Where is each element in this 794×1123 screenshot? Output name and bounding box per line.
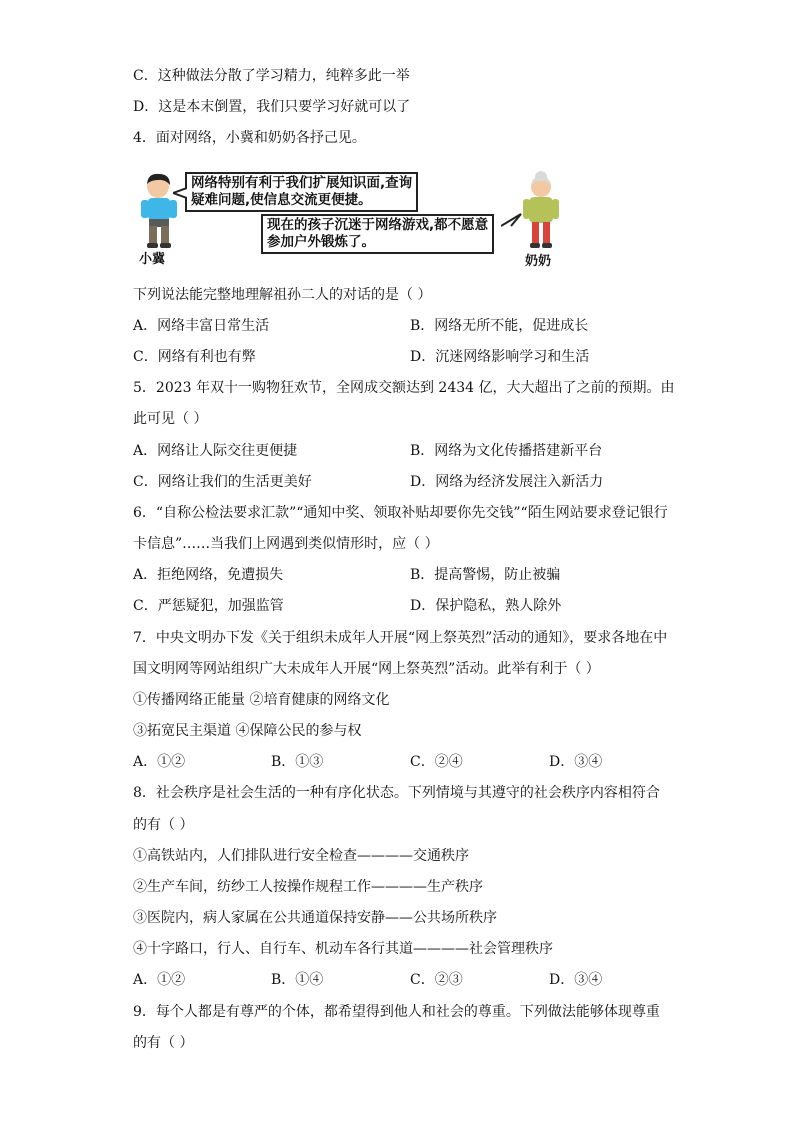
question-8-item-2: ②生产车间，纺纱工人按操作规程工作————生产秩序 [133, 879, 483, 895]
question-7-items-2: ③拓宽民主渠道 ④保障公民的参与权 [133, 723, 362, 739]
question-8-line-2: 的有（ ） [133, 817, 194, 833]
question-7-items-1: ①传播网络正能量 ②培育健康的网络文化 [133, 692, 390, 708]
option-4a: A．网络丰富日常生活 [133, 318, 270, 334]
question-8-item-1: ①高铁站内，人们排队进行安全检查————交通秩序 [133, 848, 469, 864]
cartoon-illustration [133, 168, 563, 270]
question-4-stem: 下列说法能完整地理解祖孙二人的对话的是（ ） [133, 287, 432, 303]
option-6a: A．拒绝网络，免遭损失 [133, 567, 284, 583]
question-6-line-2: 卡信息”……当我们上网遇到类似情形时，应（ ） [133, 536, 439, 552]
grandma-speech-bubble [261, 214, 494, 254]
question-8-item-3: ③医院内，病人家属在公共通道保持安静——公共场所秩序 [133, 910, 497, 926]
option-4c: C．网络有利也有弊 [133, 349, 256, 365]
grandma-speech-line-1: 现在的孩子沉迷于网络游戏,都不愿意 [267, 217, 489, 233]
boy-speech-line-2: 疑难问题,使信息交流更便捷。 [191, 192, 372, 208]
option-8b: B．①④ [271, 972, 324, 988]
option-3c: C．这种做法分散了学习精力，纯粹多此一举 [133, 68, 410, 84]
grandma-speech-line-2: 参加户外锻炼了。 [267, 234, 375, 250]
question-6-line-1: 6．“自称公检法要求汇款”“通知中奖、领取补贴却要你先交钱”“陌生网站要求登记银行 [133, 505, 668, 521]
question-8-item-4: ④十字路口，行人、自行车、机动车各行其道————社会管理秩序 [133, 941, 553, 957]
boy-bubble-tail [173, 186, 187, 200]
grandma-figure [519, 170, 563, 250]
grandma-name-label: 奶奶 [525, 254, 552, 269]
option-4b: B．网络无所不能，促进成长 [410, 318, 589, 334]
boy-figure [135, 172, 185, 250]
option-7b: B．①③ [271, 754, 324, 770]
option-8c: C．②③ [410, 972, 463, 988]
option-3d: D．这是本末倒置，我们只要学习好就可以了 [133, 99, 411, 115]
question-7-line-2: 国文明网等网站组织广大未成年人开展“网上祭英烈”活动。此举有利于（ ） [133, 661, 600, 677]
boy-speech-line-1: 网络特别有利于我们扩展知识面,查询 [191, 175, 413, 191]
question-9-line-1: 9．每个人都是有尊严的个体，都希望得到他人和社会的尊重。下列做法能够体现尊重 [133, 1004, 660, 1020]
option-5c: C．网络让我们的生活更美好 [133, 474, 312, 490]
question-8-line-1: 8．社会秩序是社会生活的一种有序化状态。下列情境与其遵守的社会秩序内容相符合 [133, 785, 660, 801]
question-7-line-1: 7．中央文明办下发《关于组织未成年人开展“网上祭英烈”活动的通知》，要求各地在中 [133, 630, 668, 646]
option-6c: C．严惩疑犯，加强监管 [133, 598, 284, 614]
option-7a: A．①② [133, 754, 186, 770]
boy-speech-bubble [185, 172, 418, 212]
option-7c: C．②④ [410, 754, 463, 770]
option-5a: A．网络让人际交往更便捷 [133, 443, 298, 459]
question-4: 4．面对网络，小冀和奶奶各抒己见。 [133, 130, 366, 146]
option-8d: D．③④ [549, 972, 603, 988]
option-7d: D．③④ [549, 754, 603, 770]
option-6b: B．提高警惕，防止被骗 [410, 567, 561, 583]
option-5b: B．网络为文化传播搭建新平台 [410, 443, 603, 459]
boy-name-label: 小冀 [139, 252, 166, 267]
option-6d: D．保护隐私，熟人除外 [410, 598, 562, 614]
question-5-line-2: 此可见（ ） [133, 411, 208, 427]
option-5d: D．网络为经济发展注入新活力 [410, 474, 604, 490]
question-9-line-2: 的有（ ） [133, 1035, 194, 1051]
option-8a: A．①② [133, 972, 186, 988]
question-5-line-1: 5．2023 年双十一购物狂欢节，全网成交额达到 2434 亿，大大超出了之前的预期。由 [133, 380, 675, 396]
option-4d: D．沉迷网络影响学习和生活 [410, 349, 590, 365]
